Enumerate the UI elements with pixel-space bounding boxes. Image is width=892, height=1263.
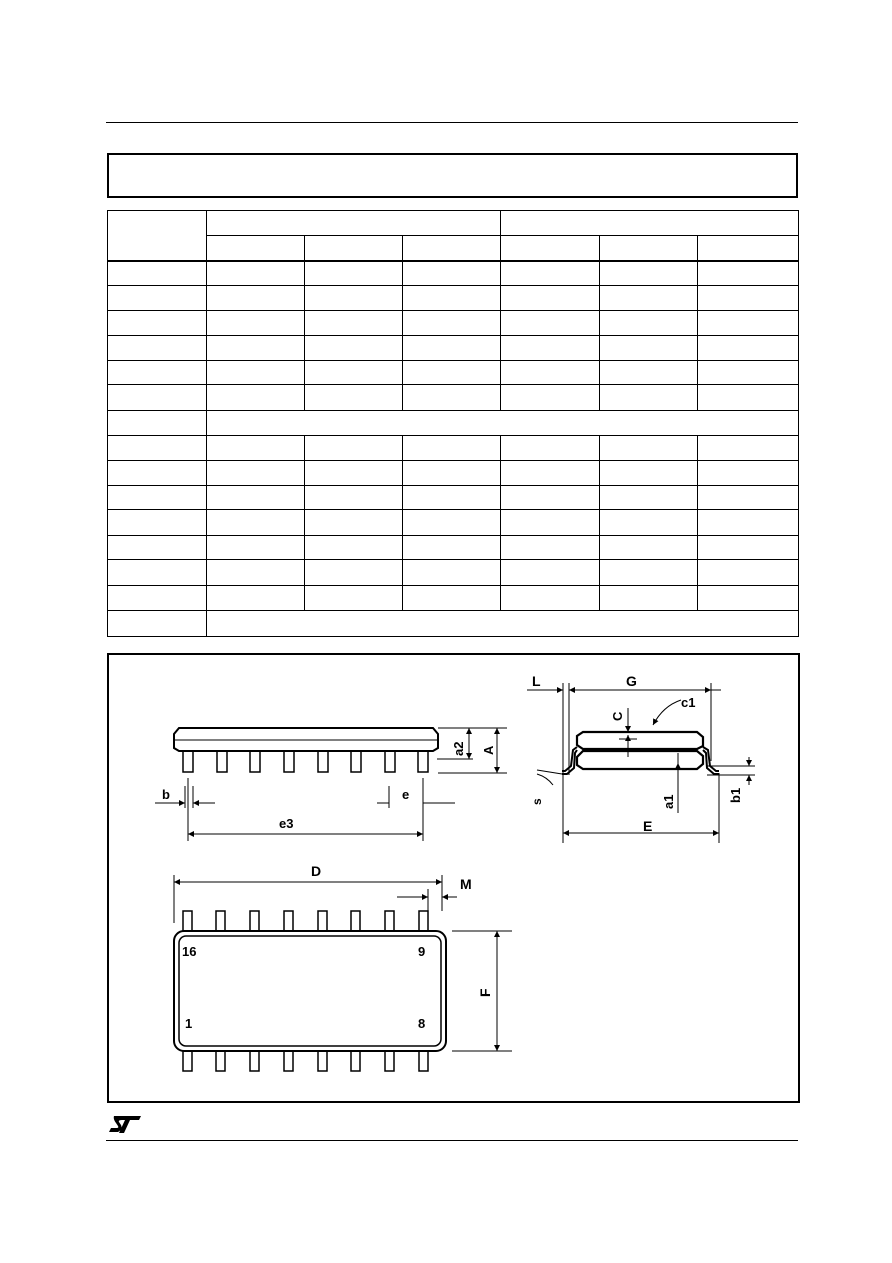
dim-label-c1: c1 (681, 695, 696, 710)
dim-label-E: E (643, 818, 653, 834)
header-typ (305, 236, 403, 261)
dim-label-s: s (530, 798, 544, 805)
package-outline-drawing (107, 653, 799, 1103)
header-dim-cell (108, 211, 207, 262)
header-min (207, 236, 305, 261)
dim-label-C: C (610, 711, 625, 721)
table-row (108, 336, 799, 360)
header-rule (106, 122, 798, 123)
table-row (108, 286, 799, 310)
dim-label-e: e (402, 787, 410, 802)
table-row (108, 510, 799, 535)
st-logo-icon (108, 1114, 142, 1134)
dimensions-table (107, 210, 799, 637)
footer-rule (106, 1140, 798, 1141)
table-row (108, 460, 799, 485)
table-row (108, 261, 799, 285)
dim-label-e3: e3 (279, 816, 294, 831)
table-row (108, 385, 799, 410)
dim-label-M: M (460, 876, 472, 892)
header-min (501, 236, 600, 261)
dim-label-a1: a1 (661, 794, 676, 809)
table-row (108, 585, 799, 610)
table-row (108, 436, 799, 460)
table-row-merged (108, 410, 799, 435)
table-row (108, 560, 799, 585)
table-row (108, 486, 799, 510)
header-max (698, 236, 799, 261)
dim-label-A: A (481, 745, 496, 755)
table-title-box (107, 153, 798, 198)
header-inch-group (501, 211, 799, 236)
table-row (108, 360, 799, 384)
dim-label-b1: b1 (728, 787, 743, 803)
table-row (108, 310, 799, 335)
dim-label-D: D (311, 863, 322, 879)
table-row (108, 535, 799, 559)
end-view (527, 683, 755, 843)
pin-number-1: 1 (185, 1016, 193, 1031)
dim-label-F: F (477, 988, 493, 997)
pin-number-8: 8 (418, 1016, 426, 1031)
header-mm-group (207, 211, 501, 236)
top-view (174, 875, 512, 1071)
header-typ (600, 236, 698, 261)
dim-label-b: b (162, 787, 170, 802)
header-max (403, 236, 501, 261)
table-row-merged (108, 611, 799, 637)
pin-number-16: 16 (182, 944, 197, 959)
dim-label-L: L (532, 673, 541, 689)
pin-number-9: 9 (418, 944, 426, 959)
dim-label-G: G (626, 673, 637, 689)
dim-label-a2: a2 (451, 741, 466, 756)
